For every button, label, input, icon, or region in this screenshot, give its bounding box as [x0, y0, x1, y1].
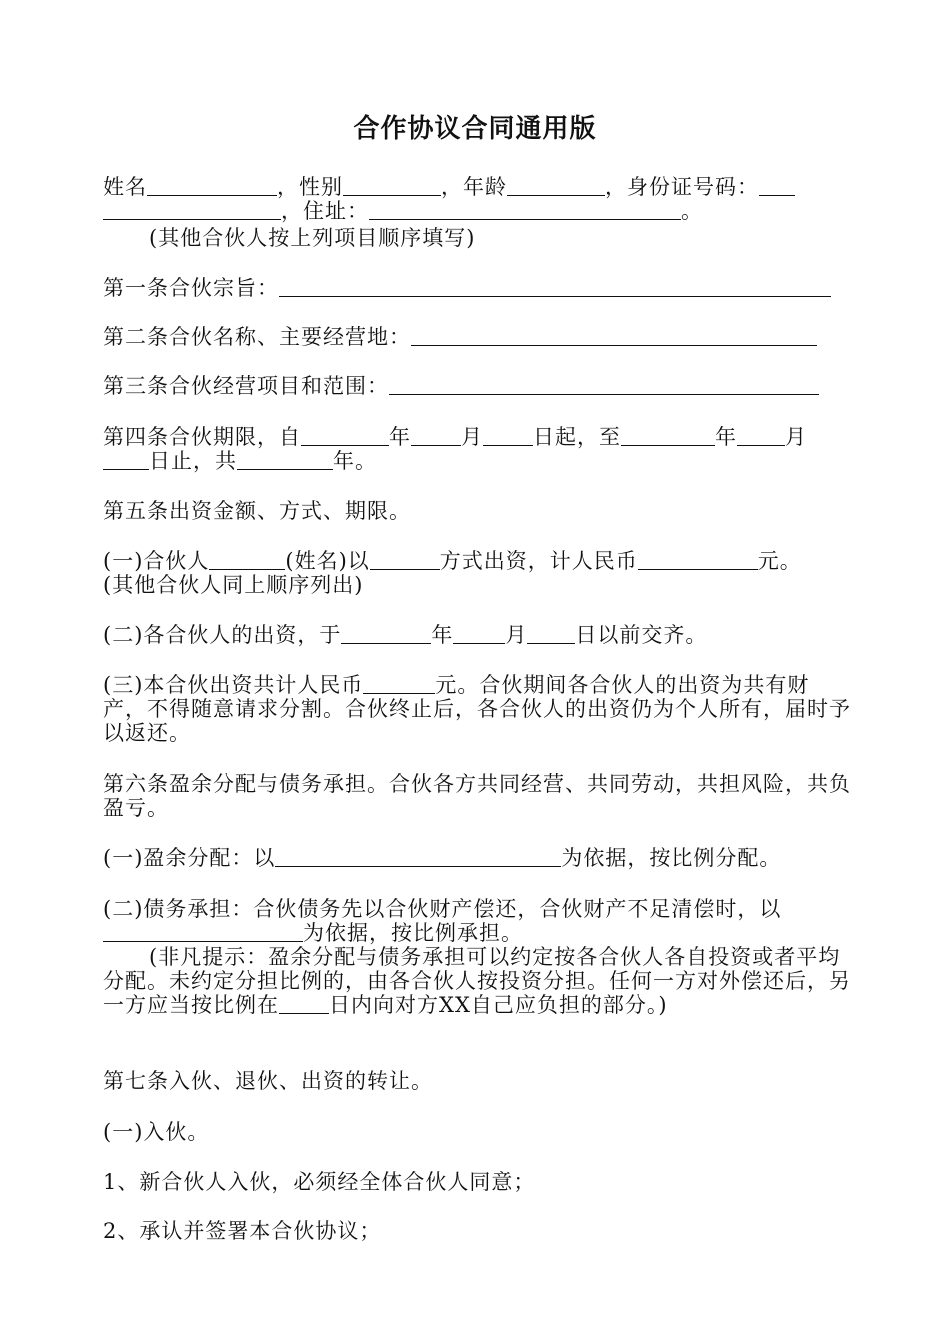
yuan-label: 元。: [757, 549, 802, 573]
start-label: 日起，至: [533, 425, 621, 449]
blank-total-capital[interactable]: [363, 673, 435, 694]
article-4: [103, 425, 853, 473]
article-2-label: 第二条合伙名称、主要经营地：: [103, 325, 411, 349]
year-label: 年: [715, 425, 737, 449]
article-3-label: 第三条合伙经营项目和范围：: [103, 374, 389, 398]
profit-text: 为依据，按比例分配。: [561, 846, 782, 870]
blank-id-number-cont[interactable]: [103, 199, 281, 220]
blank-partner-name[interactable]: [209, 549, 285, 570]
item-1-note: (其他合伙人同上顺序列出): [103, 573, 364, 597]
article-2: [103, 325, 853, 349]
blank-due-year[interactable]: [341, 623, 431, 644]
article-3: [103, 374, 853, 398]
article-7-item-1-1: 1、新合伙人入伙，必须经全体合伙人同意；: [103, 1170, 536, 1194]
item-3-label: (三)本合伙出资共计人民币: [103, 673, 364, 697]
item-2-label: (二)各合伙人的出资，于: [103, 623, 342, 647]
article-5-item-1: [103, 549, 853, 597]
period: 。: [681, 199, 703, 223]
blank-age[interactable]: [507, 175, 605, 196]
year-label: 年: [431, 623, 454, 647]
debt-text: 为依据，按比例承担。: [303, 921, 523, 945]
label-id-number: ，身份证号码：: [605, 175, 759, 199]
blank-days[interactable]: [279, 993, 329, 1014]
month-label: 月: [505, 623, 528, 647]
article-7-item-1-2: 2、承认并签署本合伙协议；: [103, 1219, 382, 1243]
blank-start-day[interactable]: [483, 425, 533, 446]
blank-address[interactable]: [369, 199, 681, 220]
blank-debt-basis[interactable]: [103, 921, 303, 942]
end-label: 日止，共: [149, 449, 237, 473]
article-6-item-1: [103, 846, 853, 870]
label-age: ，年龄: [441, 175, 507, 199]
blank-due-day[interactable]: [527, 623, 575, 644]
document-title: 合作协议合同通用版: [353, 114, 597, 144]
year-label: 年: [389, 425, 411, 449]
blank-gender[interactable]: [343, 175, 441, 196]
total-years-label: 年。: [333, 449, 377, 473]
debt-label: (二)债务承担：合伙债务先以合伙财产偿还，合伙财产不足清偿时，以: [103, 897, 782, 921]
profit-label: (一)盈余分配：以: [103, 846, 276, 870]
article-5: 第五条出资金额、方式、期限。: [103, 499, 411, 523]
article-1: [103, 276, 853, 300]
article-6-note: [103, 945, 853, 1017]
item-3-text: 元。合伙期间各合伙人的出资为共有财产，不得随意请求分割。合伙终止后，各合伙人的出资仍为个人所有，届时予以返还。: [103, 673, 851, 745]
blank-contribution-method[interactable]: [370, 549, 440, 570]
article-7-item-1: (一)入伙。: [103, 1120, 210, 1144]
blank-end-month[interactable]: [737, 425, 785, 446]
blank-partnership-name[interactable]: [411, 325, 817, 346]
item-1-text: (姓名)以: [285, 549, 370, 573]
article-6-item-2: [103, 897, 853, 945]
blank-name[interactable]: [147, 175, 277, 196]
blank-scope[interactable]: [389, 374, 819, 395]
party-info-paragraph: [103, 175, 853, 223]
label-name: 姓名: [103, 175, 147, 199]
blank-contribution-amount[interactable]: [638, 549, 758, 570]
label-address: ，住址：: [281, 199, 369, 223]
blank-end-day[interactable]: [103, 449, 149, 470]
blank-end-year[interactable]: [621, 425, 715, 446]
article-7: 第七条入伙、退伙、出资的转让。: [103, 1069, 433, 1093]
item-1-text-2: 方式出资，计人民币: [439, 549, 638, 573]
article-5-item-2: [103, 623, 853, 647]
month-label: 月: [461, 425, 483, 449]
blank-start-month[interactable]: [411, 425, 461, 446]
article-1-label: 第一条合伙宗旨：: [103, 276, 279, 300]
blank-total-years[interactable]: [237, 449, 333, 470]
month-label: 月: [785, 425, 807, 449]
article-6: 第六条盈余分配与债务承担。合伙各方共同经营、共同劳动，共担风险，共负盈亏。: [103, 772, 851, 820]
note-text-2: 日内向对方XX自己应负担的部分。): [329, 993, 668, 1017]
note-text: (非凡提示：盈余分配与债务承担可以约定按各合伙人各自投资或者平均分配。未约定分担比例的，由各合伙人按投资分担。任何一方对外偿还后，另一方应当按比例在: [103, 945, 851, 1017]
article-5-item-3: [103, 673, 853, 745]
label-gender: ，性别: [277, 175, 343, 199]
blank-id-number[interactable]: [759, 175, 795, 196]
article-4-label: 第四条合伙期限，自: [103, 425, 301, 449]
item-1-label: (一)合伙人: [103, 549, 210, 573]
note-other-partners: (其他合伙人按上列项目顺序填写): [149, 226, 476, 250]
blank-start-year[interactable]: [301, 425, 389, 446]
blank-purpose[interactable]: [279, 276, 831, 297]
blank-profit-basis[interactable]: [275, 846, 561, 867]
blank-due-month[interactable]: [453, 623, 505, 644]
item-2-text: 日以前交齐。: [575, 623, 708, 647]
